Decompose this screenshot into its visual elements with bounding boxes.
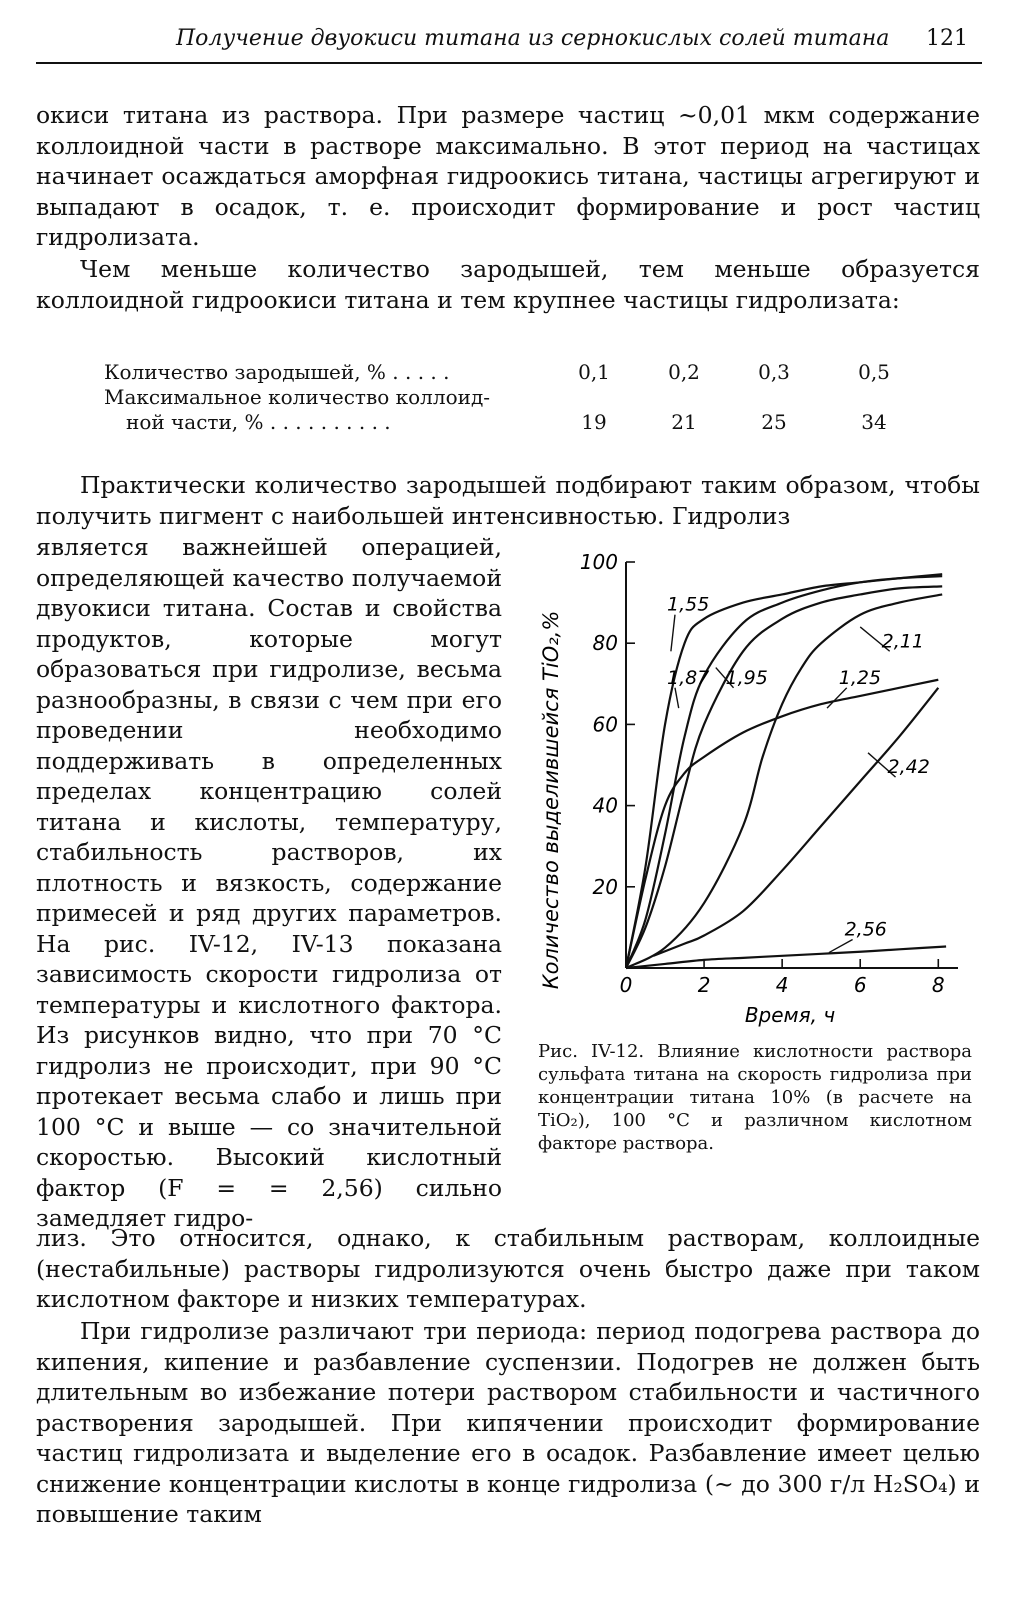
hydrolysis-chart — [530, 540, 980, 1040]
table-row — [104, 410, 904, 435]
y-tick-label: 40 — [592, 793, 618, 818]
table-row-label: Максимальное количество коллоид- — [104, 385, 491, 409]
curve-label: 2,56 — [844, 918, 887, 941]
curve-label-leader — [675, 688, 679, 708]
table-cell: 0,3 — [758, 360, 790, 384]
series-line — [626, 946, 946, 968]
figure-caption: Рис. IV-12. Влияние кислотности раствора сульфата титана на скорость гидролиза при концентрации титана 10% (в расчете на TiO₂), 100 °С и различном кислотном факторе раствора. — [538, 1041, 972, 1154]
curve-label: 1,55 — [666, 593, 710, 616]
paragraph-3: Практически количество зародышей подбирают таким образом, чтобы получить пигмент с наибольшей интенсивностью. Гидролиз — [36, 471, 980, 530]
curve-label-leader — [671, 615, 675, 652]
table-row-label: ной части, % . . . . . . . . . . — [126, 410, 391, 434]
curve-label: 1,25 — [838, 666, 882, 689]
x-tick-label: 6 — [853, 973, 867, 997]
nuclei-table — [104, 360, 904, 435]
series-line — [626, 680, 938, 968]
curve-label: 1,95 — [725, 666, 768, 689]
table-row-label: Количество зародышей, % . . . . . — [104, 360, 450, 384]
paragraph-1: окиси титана из раствора. При размере частиц ~0,01 мкм содержание коллоидной части в растворе максимально. В этот период на частицах начинает осаждаться аморфная гидроокись титана, частицы агрегируют и выпадают в осадок, т. е. происходит формирование и рост частиц гидролизата. — [36, 101, 980, 251]
paragraph-3-end: лиз. Это относится, однако, к стабильным растворам, коллоидные (нестабильные) растворы гидролизуются очень быстро даже при таком кислотном факторе и низких температурах. — [36, 1224, 980, 1313]
table-cell: 34 — [861, 410, 887, 434]
running-header — [36, 22, 982, 64]
curve-label-leader — [827, 688, 847, 708]
table-cell: 25 — [761, 410, 787, 434]
y-tick-label: 60 — [592, 712, 618, 737]
curve-label: 2,42 — [887, 756, 930, 779]
table-cell: 0,1 — [578, 360, 610, 384]
curve-label: 1,87 — [666, 666, 710, 689]
wrapped-paragraph: является важнейшей операцией, определяющей качество получаемой двуокиси титана. Состав и свойства продуктов, которые могут образоваться при гидролизе, весьма разнообразны, в связи с чем при его проведении необходимо поддерживать в определенных пределах концентрацию солей титана и кислоты, температуру, стабильность растворов, их плотность и вязкость, содержание примесей и ряд других параметров. На рис. IV-12, IV-13 показана зависимость скорости гидролиза от температуры и кислотного фактора. Из рисунков видно, что при 70 °С гидролиз не происходит, при 90 °С протекает весьма слабо и лишь при 100 °С и выше — со значительной скоростью. Высокий кислотный фактор (F = = 2,56) сильно замедляет гидро- — [36, 533, 502, 1232]
x-tick-label: 4 — [775, 973, 789, 997]
table-row — [104, 360, 904, 385]
x-tick-label: 8 — [931, 973, 945, 997]
page-number: 121 — [926, 26, 968, 51]
x-axis-label: Время, ч — [744, 1003, 836, 1027]
table-cell: 19 — [581, 410, 607, 434]
table-cell: 0,5 — [858, 360, 890, 384]
table-row — [104, 385, 904, 410]
curve-label-leader — [829, 940, 853, 953]
running-header-title: Получение двуокиси титана из сернокислых солей титана — [176, 26, 890, 51]
x-tick-label: 2 — [697, 973, 711, 997]
y-tick-label: 20 — [592, 874, 618, 899]
paragraph-4: При гидролизе различают три периода: период подогрева раствора до кипения, кипение и разбавление суспензии. Подогрев не должен быть длительным во избежание потери раствором стабильности и частичного растворения зародышей. При кипячении происходит формирование частиц гидролизата и выделение его в осадок. Разбавление имеет целью снижение концентрации кислоты в конце гидролиза (~ до 300 г/л H₂SO₄) и повышение таким — [36, 1317, 980, 1528]
y-axis-label: Количество выделившейся TiO₂,% — [539, 610, 563, 990]
table-cell: 0,2 — [668, 360, 700, 384]
y-tick-label: 80 — [592, 631, 618, 656]
table-cell: 21 — [671, 410, 697, 434]
paragraph-2: Чем меньше количество зародышей, тем меньше образуется коллоидной гидроокиси титана и тем крупнее частицы гидролизата: — [36, 255, 980, 314]
curve-label: 2,11 — [881, 630, 924, 653]
x-tick-label: 0 — [619, 973, 633, 997]
y-tick-label: 100 — [579, 550, 618, 574]
